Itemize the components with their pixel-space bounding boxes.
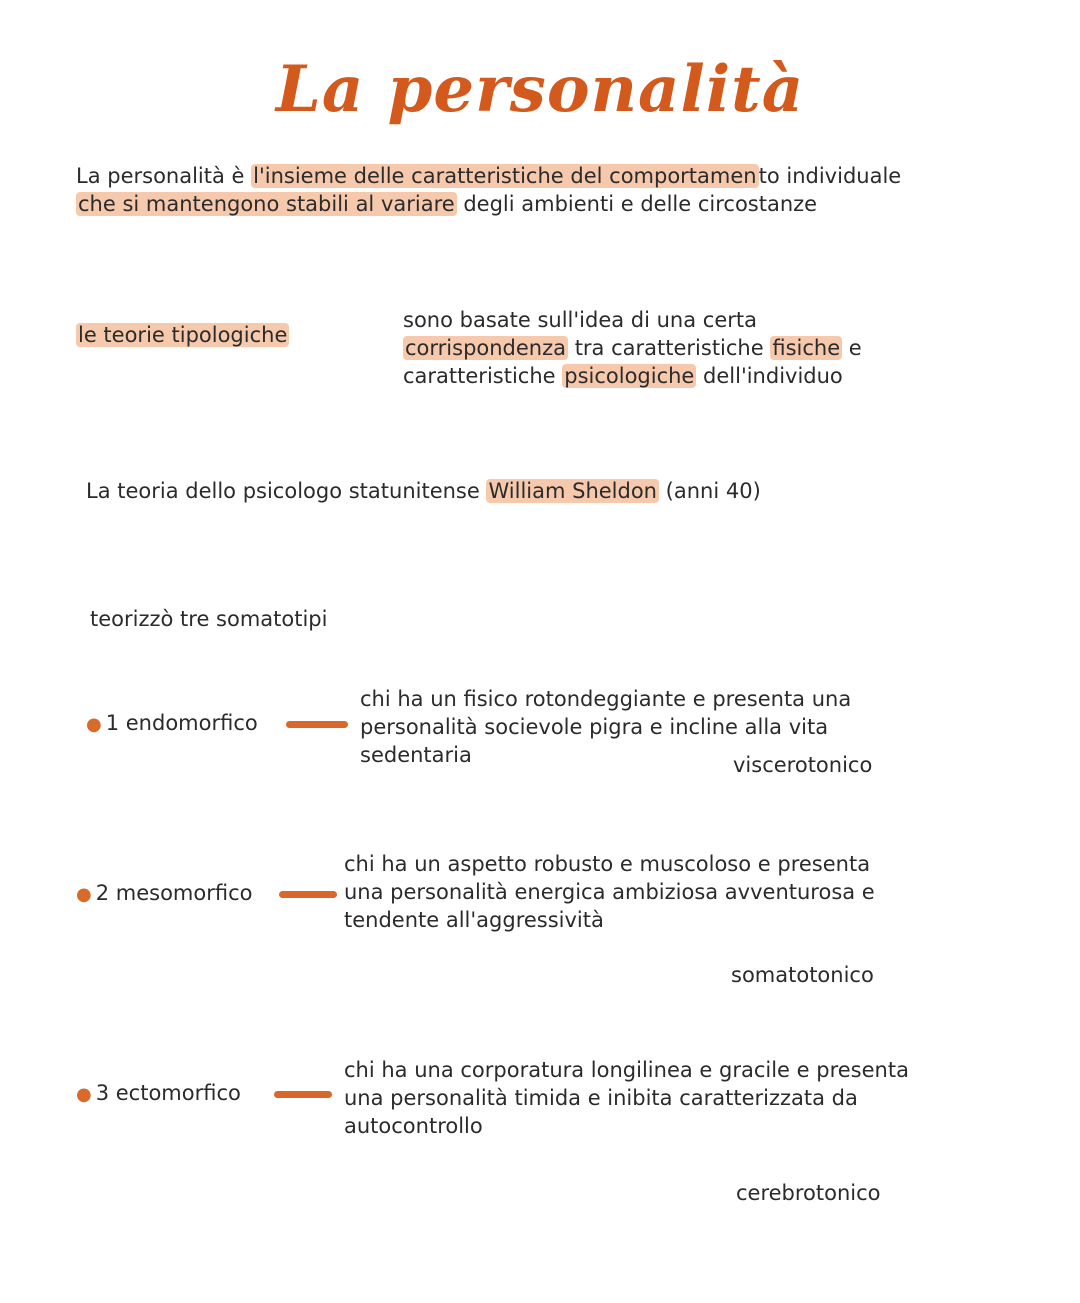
bullet-icon: ● xyxy=(76,1084,92,1105)
somatotype-label xyxy=(86,709,258,739)
somatotype-desc-line: autocontrollo xyxy=(344,1114,483,1138)
intro-highlight: l'insieme delle caratteristiche del comportamen xyxy=(253,164,757,188)
sheldon-text: (anni 40) xyxy=(659,479,761,503)
typology-text: caratteristiche xyxy=(403,364,563,388)
somatotype-desc-line: una personalità timida e inibita caratterizzata da xyxy=(344,1086,858,1110)
typology-text: e xyxy=(842,336,862,360)
typology-label-highlight: le teorie tipologiche xyxy=(78,323,288,347)
typology-text: tra caratteristiche xyxy=(568,336,771,360)
somatotypes-intro: teorizzò tre somatotipi xyxy=(90,607,328,631)
typology-highlight: psicologiche xyxy=(564,364,695,388)
typology-text: dell'individuo xyxy=(696,364,843,388)
sheldon-highlight: William Sheldon xyxy=(488,479,657,503)
intro-line-1 xyxy=(76,162,901,190)
bullet-icon: ● xyxy=(76,884,92,905)
somatotype-tone: viscerotonico xyxy=(733,753,873,777)
somatotype-desc-line: chi ha un fisico rotondeggiante e presenta una xyxy=(360,687,852,711)
intro-highlight: che si mantengono stabili al variare xyxy=(78,192,455,216)
somatotype-label-text: 2 mesomorfico xyxy=(95,881,253,905)
typology-line-2 xyxy=(403,334,862,362)
somatotype-desc-line: chi ha una corporatura longilinea e gracile e presenta xyxy=(344,1058,909,1082)
typology-highlight: fisiche xyxy=(772,336,841,360)
intro-text: degli ambienti e delle circostanze xyxy=(456,192,818,216)
intro-line-2 xyxy=(76,190,817,218)
typology-text: sono basate sull'idea di una certa xyxy=(403,308,757,332)
somatotype-label xyxy=(76,879,252,909)
somatotype-desc-line: chi ha un aspetto robusto e muscoloso e presenta xyxy=(344,852,871,876)
somatotype-label-text: 3 ectomorfico xyxy=(95,1081,241,1105)
somatotype-desc-line: sedentaria xyxy=(360,743,472,767)
somatotype-tone: somatotonico xyxy=(731,963,874,987)
intro-text: to individuale xyxy=(758,164,902,188)
sheldon-line xyxy=(86,477,761,505)
typology-highlight: corrispondenza xyxy=(405,336,567,360)
typology-line-3 xyxy=(403,362,843,390)
connector-dash xyxy=(286,721,348,728)
intro-text: La personalità è xyxy=(76,164,252,188)
connector-dash xyxy=(274,1091,332,1098)
bullet-icon: ● xyxy=(86,714,102,735)
somatotype-desc-line: tendente all'aggressività xyxy=(344,908,604,932)
connector-dash xyxy=(279,891,337,898)
somatotype-desc-line: personalità socievole pigra e incline alla vita xyxy=(360,715,829,739)
somatotype-label xyxy=(76,1079,241,1109)
sheldon-text: La teoria dello psicologo statunitense xyxy=(86,479,487,503)
page-title: La personalità xyxy=(275,52,805,127)
somatotype-tone: cerebrotonico xyxy=(736,1181,881,1205)
somatotype-label-text: 1 endomorfico xyxy=(105,711,258,735)
typology-label xyxy=(76,321,289,349)
somatotype-desc-line: una personalità energica ambiziosa avventurosa e xyxy=(344,880,875,904)
typology-line-1 xyxy=(403,306,757,334)
